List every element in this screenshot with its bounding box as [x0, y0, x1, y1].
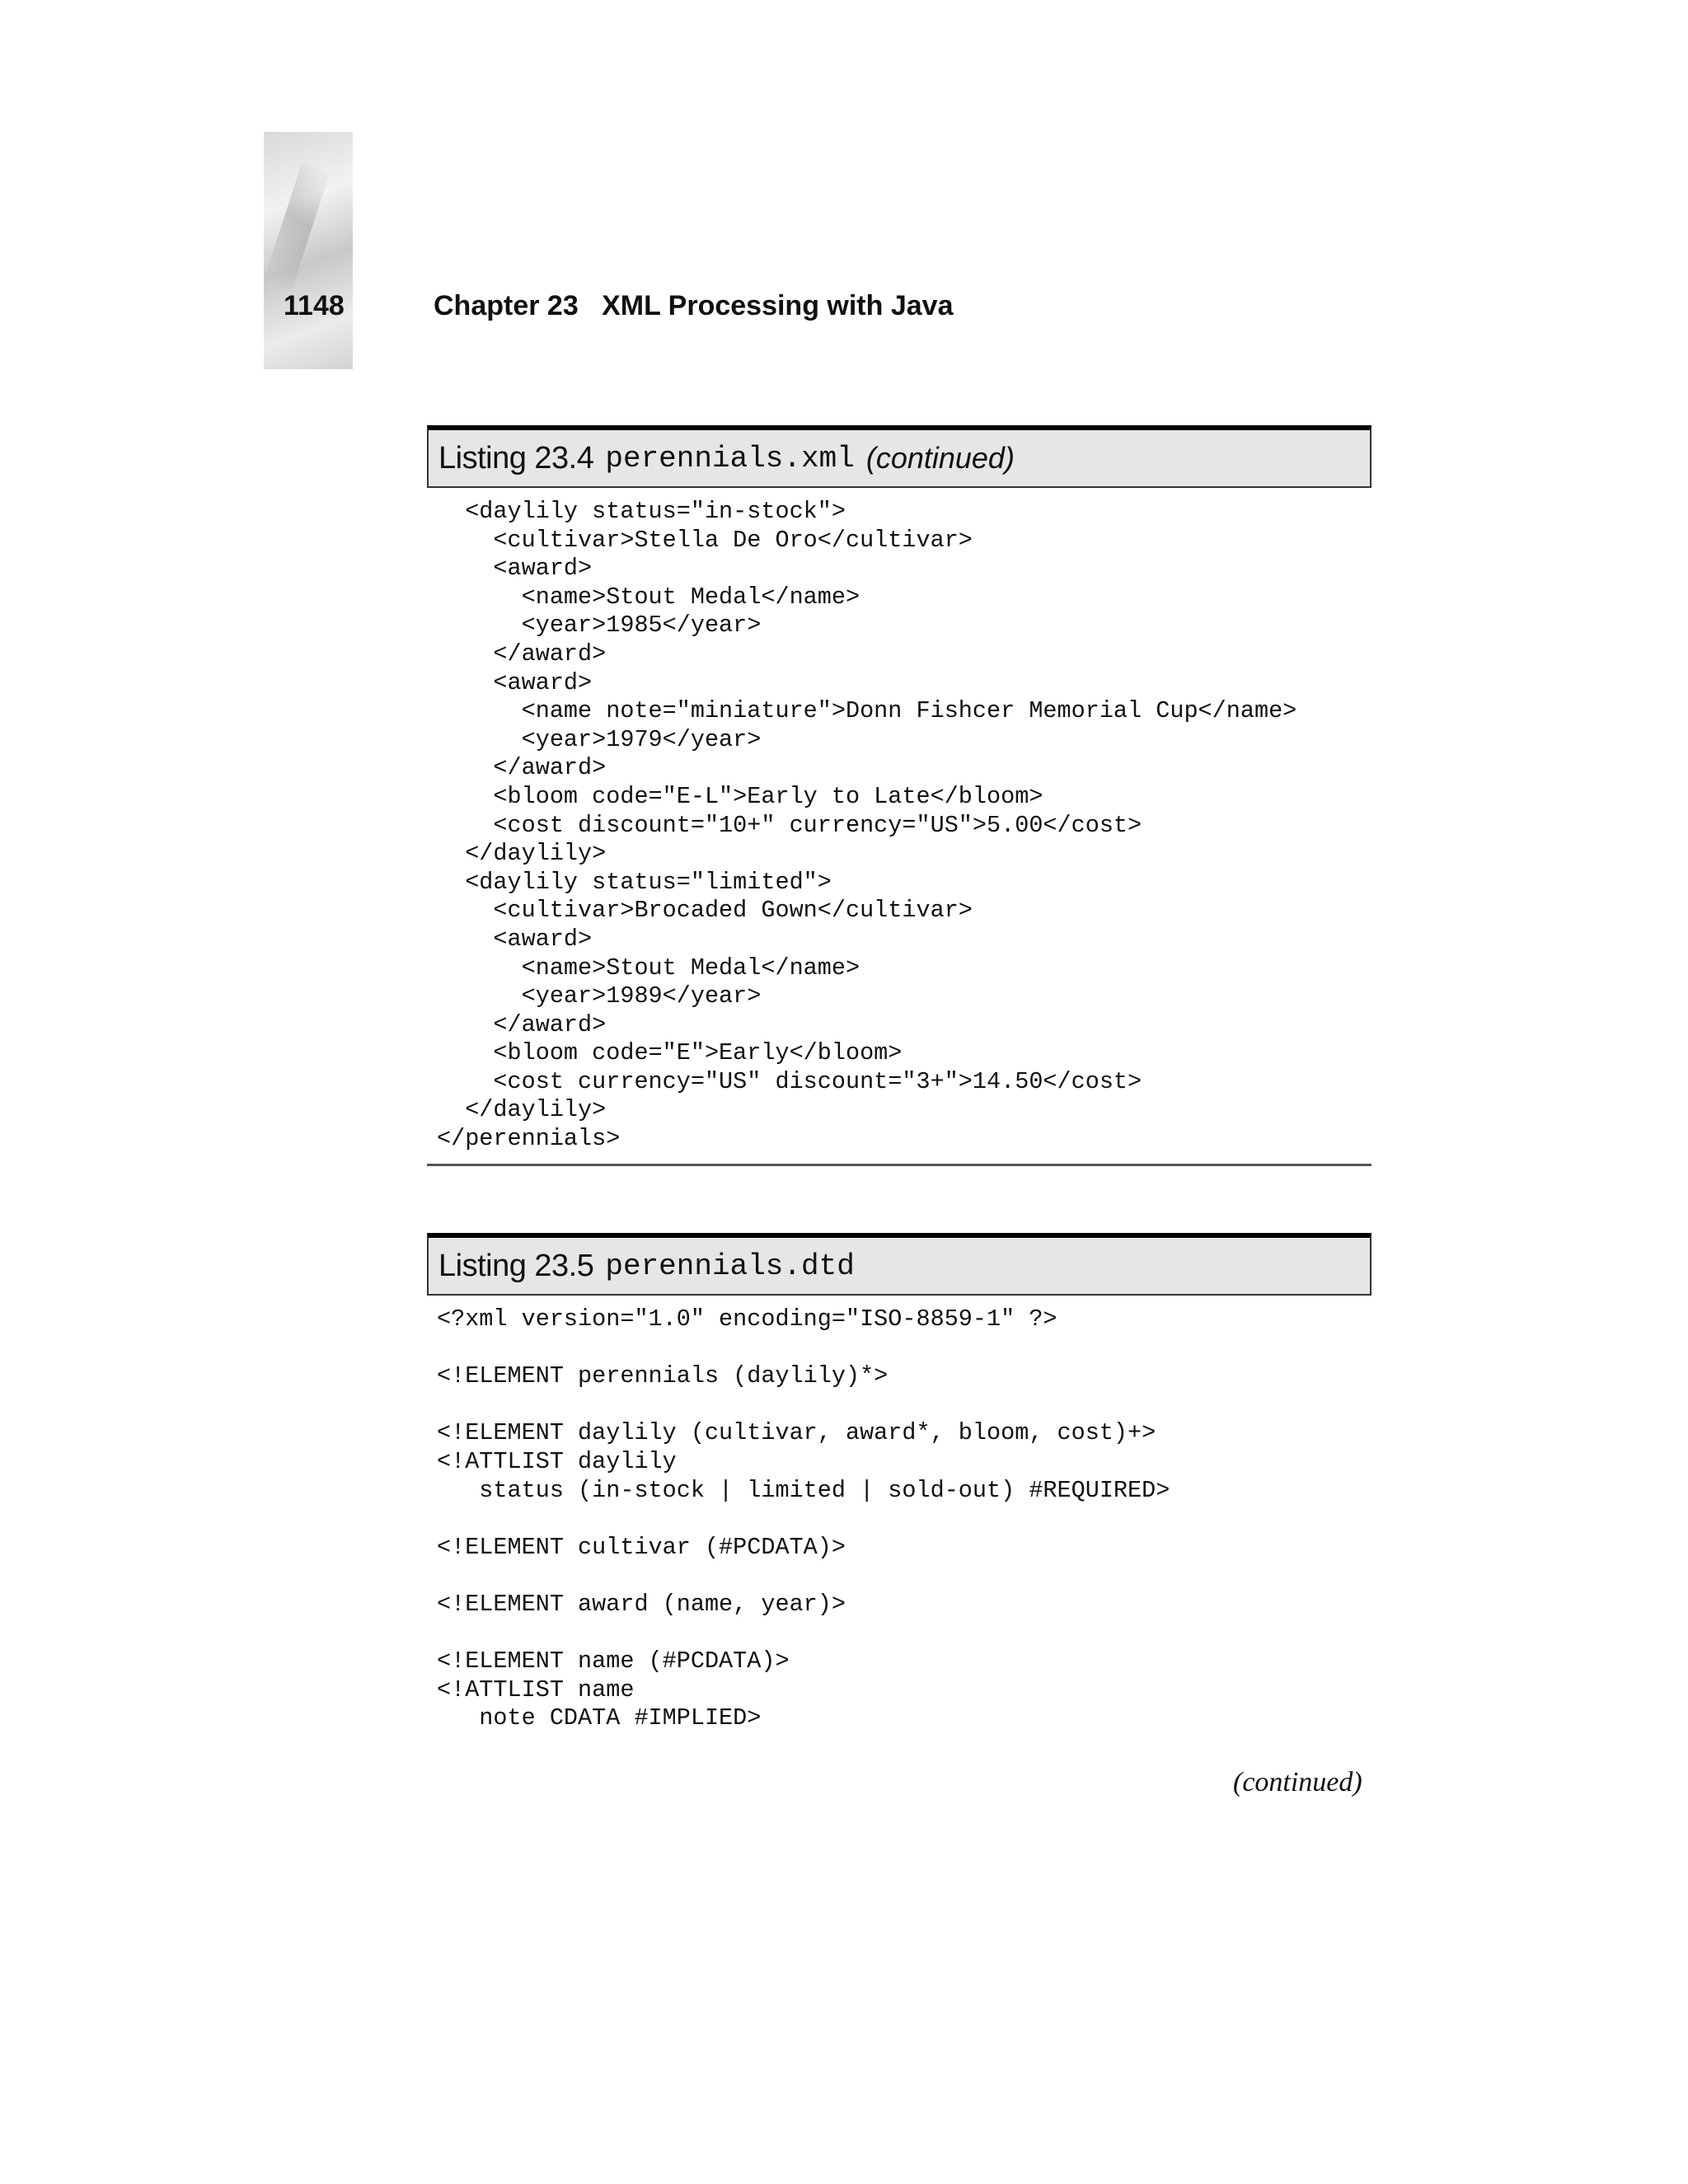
code-line: <daylily status="in-stock">	[437, 498, 846, 525]
code-line: <cost currency="US" discount="3+">14.50</cost>	[437, 1067, 1142, 1095]
code-line: <cultivar>Stella De Oro</cultivar>	[437, 526, 973, 554]
listing-23-5	[427, 1233, 1372, 1733]
running-head: Chapter 23 XML Processing with Java	[434, 290, 954, 321]
listing-filename: perennials.xml	[605, 441, 855, 476]
code-line: <award>	[437, 668, 593, 696]
code-line: <cultivar>Brocaded Gown</cultivar>	[437, 897, 973, 925]
listing-bottom-rule	[427, 1164, 1372, 1166]
code-line: <year>1985</year>	[437, 612, 762, 640]
listing-23-4	[427, 425, 1372, 1166]
code-line: <cost discount="10+" currency="US">5.00</cost>	[437, 811, 1142, 839]
code-line	[437, 1505, 1372, 1534]
code-line: status (in-stock | limited | sold-out) #REQUIRED>	[437, 1476, 1170, 1504]
code-line: <name note="miniature">Donn Fishcer Memorial Cup</name>	[437, 697, 1297, 725]
code-line: <year>1989</year>	[437, 982, 762, 1010]
code-line	[437, 1334, 1372, 1363]
code-line: <?xml version="1.0" encoding="ISO-8859-1" ?>	[437, 1305, 1057, 1333]
code-line: <!ELEMENT perennials (daylily)*>	[437, 1362, 889, 1390]
code-line: <award>	[437, 555, 593, 583]
code-line: <year>1979</year>	[437, 725, 762, 753]
listing-header	[427, 425, 1372, 488]
code-line: </award>	[437, 640, 607, 668]
code-line: </daylily>	[437, 1096, 607, 1124]
code-line: </award>	[437, 754, 607, 782]
code-line: <!ATTLIST daylily	[437, 1447, 677, 1475]
code-line: </perennials>	[437, 1125, 621, 1153]
code-line: <bloom code="E-L">Early to Late</bloom>	[437, 782, 1043, 810]
listing-filename: perennials.dtd	[605, 1249, 855, 1283]
code-line: <daylily status="limited">	[437, 868, 832, 896]
code-line: <name>Stout Medal</name>	[437, 583, 860, 611]
code-line: <bloom code="E">Early</bloom>	[437, 1039, 903, 1067]
page-number: 1148	[284, 290, 345, 321]
code-line: </daylily>	[437, 840, 607, 868]
code-line: </award>	[437, 1010, 607, 1038]
listing-label: Listing 23.4	[438, 440, 594, 476]
listing-label: Listing 23.5	[438, 1248, 594, 1283]
code-line	[437, 1619, 1372, 1648]
listing-header	[427, 1233, 1372, 1296]
code-line: <!ELEMENT name (#PCDATA)>	[437, 1647, 790, 1675]
code-line: <!ATTLIST name	[437, 1675, 635, 1704]
code-line: <!ELEMENT cultivar (#PCDATA)>	[437, 1533, 846, 1561]
listing-continued-label: (continued)	[865, 441, 1015, 475]
code-line: note CDATA #IMPLIED>	[437, 1704, 762, 1732]
code-block	[427, 1296, 1372, 1733]
thumb-tab-decoration	[264, 132, 353, 369]
code-line	[437, 1391, 1372, 1420]
code-line: <name>Stout Medal</name>	[437, 954, 860, 982]
code-line: <!ELEMENT award (name, year)>	[437, 1590, 846, 1618]
continued-note: (continued)	[1233, 1767, 1362, 1797]
code-line	[437, 1562, 1372, 1591]
code-block	[427, 488, 1372, 1164]
code-line: <award>	[437, 925, 593, 953]
code-line: <!ELEMENT daylily (cultivar, award*, bloom, cost)+>	[437, 1419, 1156, 1447]
